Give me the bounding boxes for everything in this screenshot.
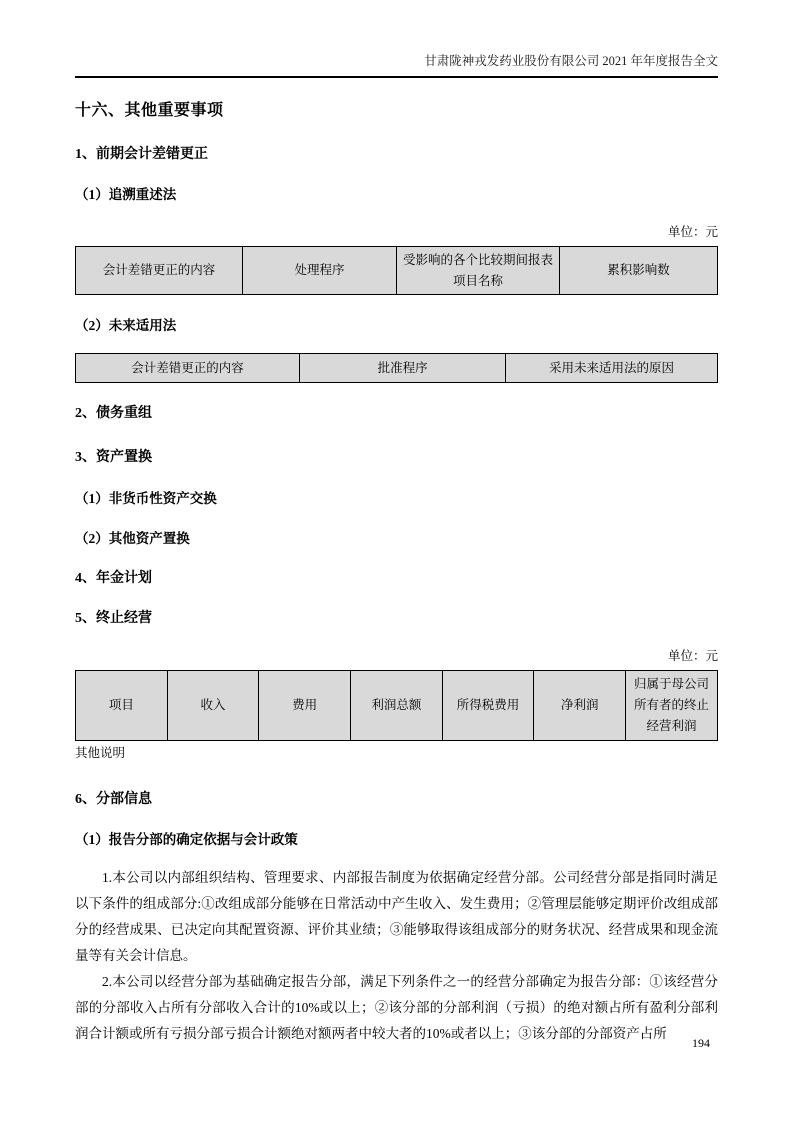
table-header-row (76, 354, 718, 383)
item-4-title: 4、年金计划 (75, 571, 152, 586)
header-rule (75, 76, 718, 78)
discontinued-operations-table (75, 670, 718, 741)
table-header-row (76, 247, 718, 295)
segment-paragraph-2: 2.本公司以经营分部为基础确定报告分部，满足下列条件之一的经营分部确定为报告分部：①该经营分部的分部收入占所有分部收入合计的10%或以上；②该分部的分部利润（亏损）的绝对额占所有盈利分部利润合计额或所有亏损分部亏损合计额绝对额两者中较大者的10%或者以上；③该分部的分部资产占所 (75, 974, 718, 1041)
unit-label-retrospective: 单位：元 (667, 225, 718, 239)
item-6-title: 6、分部信息 (75, 792, 152, 807)
segment-paragraph-1: 1.本公司以内部组织结构、管理要求、内部报告制度为依据确定经营分部。公司经营分部是指同时满足以下条件的组成部分:①改组成部分能够在日常活动中产生收入、发生费用；②管理层能够定期评价改组成部分的经营成果、已决定向其配置资源、评价其业绩；③能够取得该组成部分的财务状况、经营成果和现金流量等有关会计信息。 (75, 870, 718, 963)
table-header-cell: 所得税费用 (442, 671, 534, 741)
segment-body-text (75, 865, 718, 1047)
table-header-cell: 费用 (259, 671, 351, 741)
table-header-cell: 归属于母公司所有者的终止经营利润 (626, 671, 718, 741)
prospective-method-title: （2）未来适用法 (75, 318, 177, 333)
table-header-cell: 会计差错更正的内容 (76, 354, 300, 383)
table-header-cell: 收入 (167, 671, 259, 741)
table-header-cell: 项目 (76, 671, 168, 741)
table-header-row (76, 671, 718, 741)
section-16-title: 十六、其他重要事项 (75, 102, 224, 119)
page-number: 194 (692, 1036, 710, 1050)
correction-prospective-table (75, 353, 718, 383)
table-header-cell: 处理程序 (242, 247, 396, 295)
retrospective-method-title: （1）追溯重述法 (75, 187, 177, 202)
table-header-cell: 净利润 (534, 671, 626, 741)
item-2-title: 2、债务重组 (75, 406, 152, 421)
item-1-title: 1、前期会计差错更正 (75, 147, 208, 162)
table-header-cell: 利润总额 (351, 671, 443, 741)
unit-label-discontinued: 单位：元 (667, 649, 718, 663)
table-header-cell: 会计差错更正的内容 (76, 247, 243, 295)
report-title: 甘肃陇神戎发药业股份有限公司 2021 年年度报告全文 (424, 54, 718, 68)
segment-basis-title: （1）报告分部的确定依据与会计政策 (75, 832, 298, 847)
page-header (75, 52, 718, 70)
table-header-cell: 受影响的各个比较期间报表项目名称 (396, 247, 559, 295)
item-5-title: 5、终止经营 (75, 611, 152, 626)
table-header-cell: 采用未来适用法的原因 (506, 354, 718, 383)
other-asset-swap-title: （2）其他资产置换 (75, 531, 190, 546)
table-header-cell: 批准程序 (300, 354, 506, 383)
table-header-cell: 累积影响数 (560, 247, 718, 295)
other-note: 其他说明 (75, 746, 126, 760)
correction-retrospective-table (75, 246, 718, 295)
item-3-title: 3、资产置换 (75, 450, 152, 465)
nonmonetary-exchange-title: （1）非货币性资产交换 (75, 491, 217, 506)
